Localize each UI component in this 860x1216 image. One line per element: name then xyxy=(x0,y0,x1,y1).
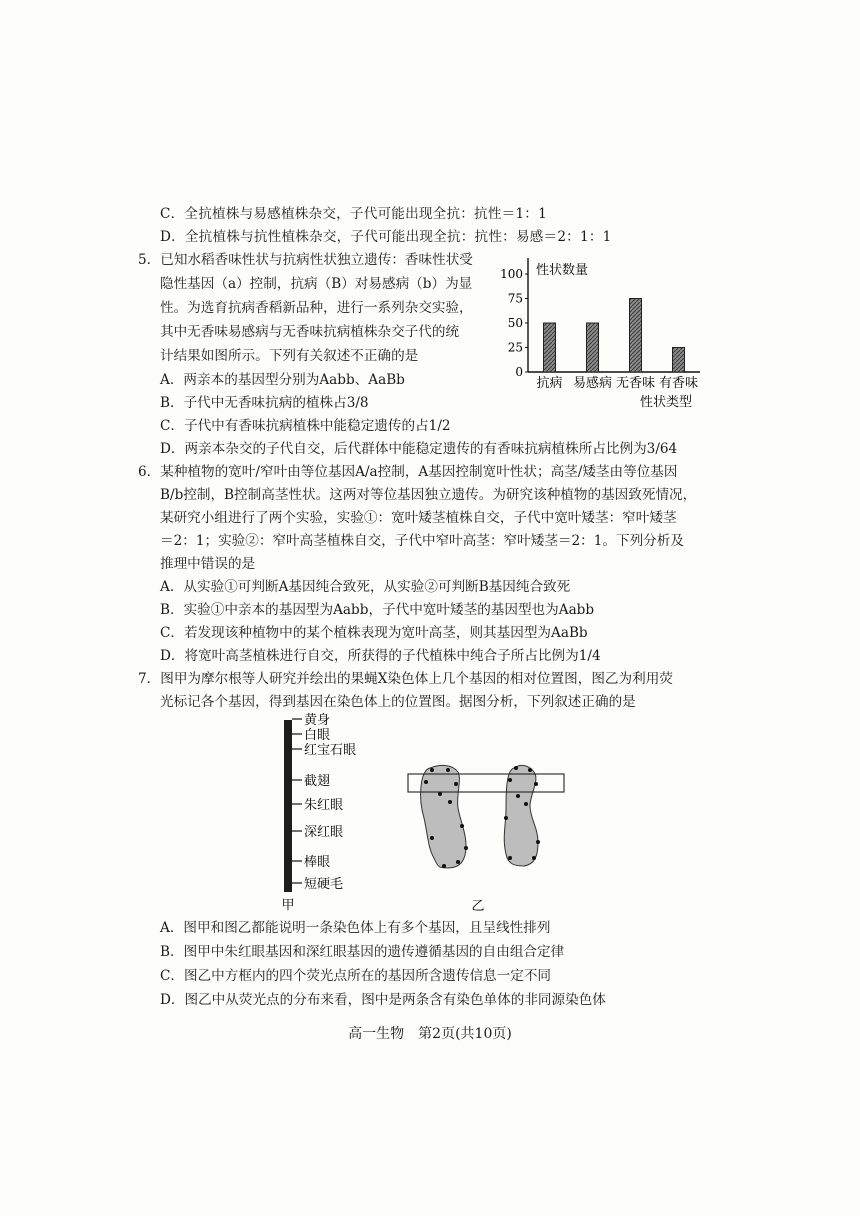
bar xyxy=(673,348,685,373)
figure-b-label: 乙 xyxy=(471,899,485,913)
q5-option-d: D．两亲本杂交的子代自交，后代群体中能稳定遗传的有香味抗病植株所占比例为3/64 xyxy=(160,441,678,457)
y-axis-label: 性状数量 xyxy=(536,263,589,278)
figure-b-fluorescence xyxy=(402,758,572,913)
y-tick-label: 0 xyxy=(515,365,523,379)
q5-stem-line: 隐性基因（a）控制，抗病（B）对易感病（b）为显 xyxy=(160,276,473,292)
bar xyxy=(587,323,599,372)
q6-stem-line: 某研究小组进行了两个实验，实验①：宽叶矮茎植株自交，子代中宽叶矮茎：窄叶矮茎 xyxy=(160,510,677,526)
x-tick-label: 无香味 xyxy=(615,376,656,391)
page-footer: 高一生物 第2页(共10页) xyxy=(348,1026,512,1042)
q7-option-c: C．图乙中方框内的四个荧光点所在的基因所含遗传信息一定不同 xyxy=(160,968,552,984)
y-tick-label: 25 xyxy=(507,340,523,355)
figure-a-chromosome-map xyxy=(270,705,390,915)
x-axis-label: 性状类型 xyxy=(639,395,692,410)
bar xyxy=(544,323,556,372)
q5-option-c: C．子代中有香味抗病植株中能稳定遗传的占1/2 xyxy=(160,418,451,434)
x-tick-label: 抗病 xyxy=(536,376,563,391)
gene-label: 深红眼 xyxy=(304,825,344,840)
gene-label: 红宝石眼 xyxy=(304,743,357,758)
gene-label: 短硬毛 xyxy=(304,877,344,892)
q6-stem-line: 推理中错误的是 xyxy=(160,556,256,572)
q4-option-c: C．全抗植株与易感植株杂交，子代可能出现全抗：抗性＝1：1 xyxy=(160,206,547,222)
gene-label: 朱红眼 xyxy=(304,798,344,813)
bar xyxy=(630,299,642,373)
q5-stem-line: 5．已知水稻香味性状与抗病性状独立遗传：香味性状受 xyxy=(138,252,473,268)
trait-count-bar-chart xyxy=(500,250,710,410)
gene-label: 棒眼 xyxy=(304,855,331,870)
q5-stem-line: 其中无香味易感病与无香味抗病植株杂交子代的统 xyxy=(160,324,460,340)
gene-label: 黄身 xyxy=(304,713,331,728)
q7-option-b: B．图甲中朱红眼基因和深红眼基因的遗传遵循基因的自由组合定律 xyxy=(160,944,565,960)
q7-option-a: A．图甲和图乙都能说明一条染色体上有多个基因，且呈线性排列 xyxy=(160,920,551,936)
q7-stem-line: 7．图甲为摩尔根等人研究并绘出的果蝇X染色体上几个基因的相对位置图，图乙为利用荧 xyxy=(138,671,673,687)
figure-a-label: 甲 xyxy=(281,898,295,913)
q5-stem-line: 性。为选育抗病香稻新品种，进行一系列杂交实验， xyxy=(160,300,473,316)
gene-label: 截翅 xyxy=(304,774,331,789)
q5-option-b: B．子代中无香味抗病的植株占3/8 xyxy=(160,395,369,411)
q6-stem-line: B/b控制，B控制高茎性状。这两对等位基因独立遗传。为研究该种植物的基因致死情况， xyxy=(160,487,697,503)
q4-option-d: D．全抗植株与抗性植株杂交，子代可能出现全抗：抗性：易感＝2：1：1 xyxy=(160,229,612,245)
q7-option-d: D．图乙中从荧光点的分布来看，图中是两条含有染色单体的非同源染色体 xyxy=(160,992,606,1008)
q6-option-b: B．实验①中亲本的基因型为Aabb，子代中宽叶矮茎的基因型也为Aabb xyxy=(160,602,595,618)
q6-stem-line: 6．某种植物的宽叶/窄叶由等位基因A/a控制，A基因控制宽叶性状；高茎/矮茎由等位基因 xyxy=(138,464,678,480)
gene-label: 白眼 xyxy=(304,728,331,743)
q6-stem-line: ＝2：1；实验②：窄叶高茎植株自交，子代中窄叶高茎：窄叶矮茎＝2：1。下列分析及 xyxy=(160,533,684,549)
y-tick-label: 75 xyxy=(507,291,523,306)
q6-option-c: C．若发现该种植物中的某个植株表现为宽叶高茎，则其基因型为AaBb xyxy=(160,625,588,641)
x-tick-label: 有香味 xyxy=(658,376,699,391)
y-tick-label: 100 xyxy=(500,267,523,281)
q7-stem-line: 光标记各个基因，得到基因在染色体上的位置图。据图分析，下列叙述正确的是 xyxy=(160,694,636,710)
q5-option-a: A．两亲本的基因型分别为Aabb、AaBb xyxy=(160,372,405,388)
q5-stem-line: 计结果如图所示。下列有关叙述不正确的是 xyxy=(160,348,419,364)
q6-option-d: D．将宽叶高茎植株进行自交，所获得的子代植株中纯合子所占比例为1/4 xyxy=(160,648,601,664)
x-tick-label: 易感病 xyxy=(572,376,613,391)
y-tick-label: 50 xyxy=(507,316,523,330)
chromosome-bar xyxy=(284,720,292,892)
q6-option-a: A．从实验①可判断A基因纯合致死，从实验②可判断B基因纯合致死 xyxy=(160,579,571,595)
